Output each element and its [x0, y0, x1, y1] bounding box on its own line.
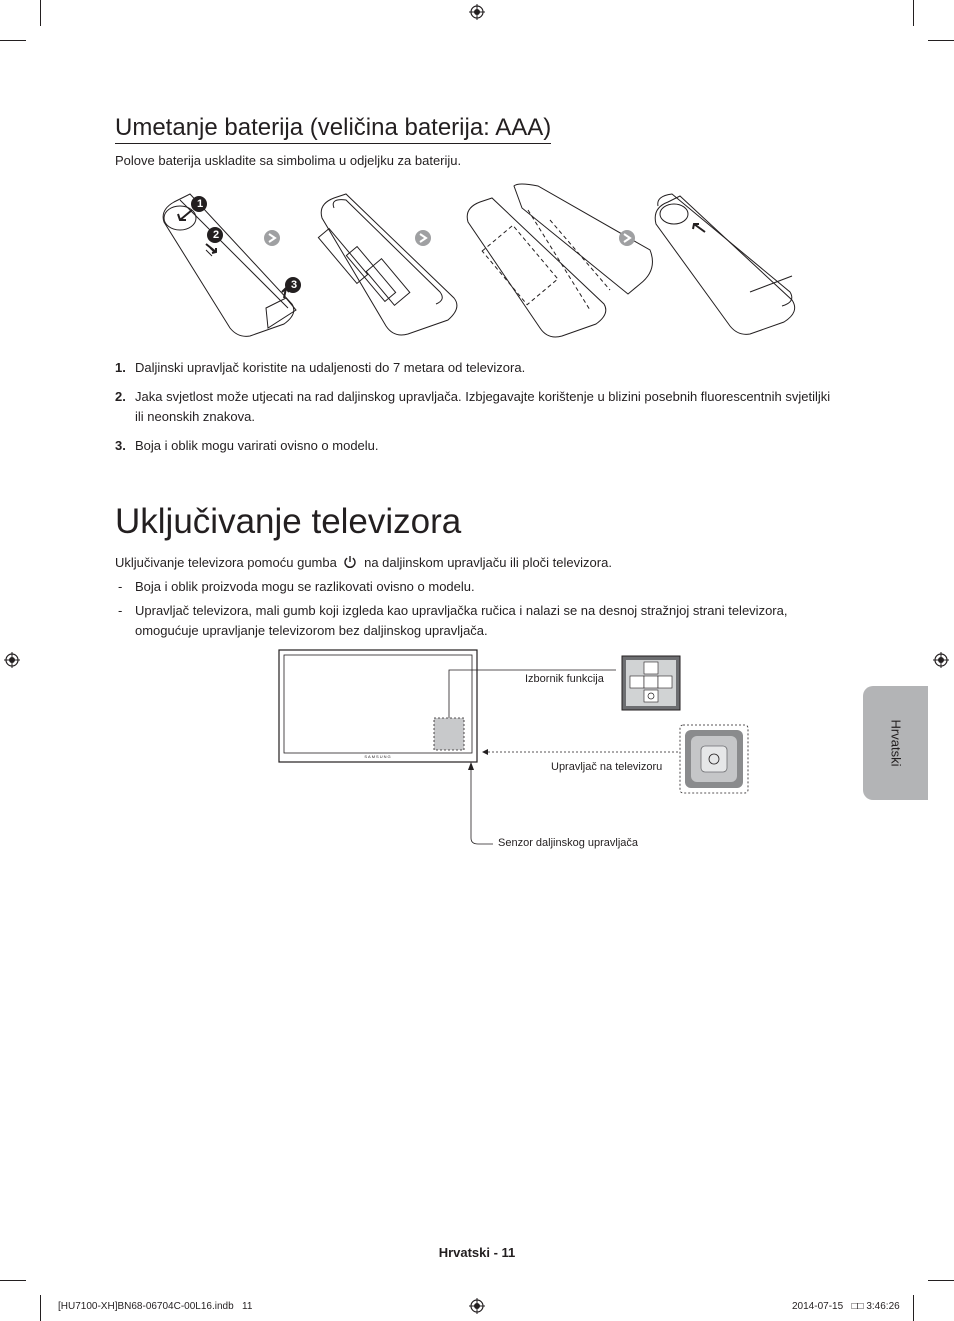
crop-mark — [40, 0, 41, 26]
crop-mark — [928, 1280, 954, 1281]
crop-mark — [928, 40, 954, 41]
registration-mark-icon — [469, 4, 485, 20]
power-intro-after: na daljinskom upravljaču ili ploči televizora. — [364, 555, 612, 570]
remote-step-close — [467, 184, 652, 337]
tv-joystick-icon — [680, 725, 748, 793]
bullet-dash: - — [118, 603, 123, 618]
tv-controller-location — [434, 718, 464, 750]
crop-mark — [913, 0, 914, 26]
tv-controller-diagram — [278, 648, 753, 858]
power-intro-before: Uključivanje televizora pomoću gumba — [115, 555, 337, 570]
crop-mark — [40, 1295, 41, 1321]
step-badge-1: 1 — [196, 198, 204, 210]
registration-mark-icon — [933, 652, 949, 668]
note-number: 1. — [115, 360, 126, 375]
power-intro — [115, 553, 612, 573]
language-side-tab — [863, 686, 928, 800]
note-number: 2. — [115, 389, 126, 404]
note-text: Boja i oblik mogu varirati ovisno o modelu. — [135, 438, 379, 453]
remote-step-done — [655, 194, 794, 334]
power-icon — [343, 555, 357, 569]
crop-mark — [913, 1295, 914, 1321]
footer-file-name: [HU7100-XH]BN68-06704C-00L16.indb 11 — [58, 1301, 253, 1312]
label-tv-controller: Upravljač na televizoru — [551, 761, 663, 773]
crop-mark — [0, 40, 26, 41]
label-remote-sensor: Senzor daljinskog upravljača — [498, 837, 639, 849]
function-menu-icon — [622, 656, 680, 710]
crop-mark — [0, 1280, 26, 1281]
language-side-tab-label: Hrvatski — [888, 719, 903, 767]
tv-brand-logo: SAMSUNG — [364, 754, 392, 759]
next-arrow-icon — [415, 230, 431, 246]
remote-step-insert — [318, 194, 457, 335]
step-badge-2: 2 — [212, 229, 220, 241]
note-number: 3. — [115, 438, 126, 453]
next-arrow-icon — [619, 230, 635, 246]
section-title-batteries: Umetanje baterija (veličina baterija: AAA) — [115, 113, 551, 144]
note-text: Jaka svjetlost može utjecati na rad daljinskog upravljača. Izbjegavajte korištenje u blizini posebnih fluorescentnih svjetiljki ili neonskih znakova. — [135, 389, 831, 424]
next-arrow-icon — [264, 230, 280, 246]
bullet-text: Boja i oblik proizvoda mogu se razlikovati ovisno o modelu. — [135, 579, 475, 594]
remote-step-open — [163, 194, 296, 336]
note-text: Daljinski upravljač koristite na udaljenosti do 7 metara od televizora. — [135, 360, 526, 375]
bullet-text: Upravljač televizora, mali gumb koji izgleda kao upravljačka ručica i nalazi se na desnoj stražnjoj strani televizora, omogućuje upravljanje televizorom bez daljinskog upravljača. — [135, 603, 788, 638]
footer-timestamp: 2014-07-15 □□ 3:46:26 — [792, 1301, 900, 1312]
registration-mark-icon — [4, 652, 20, 668]
step-badge-3: 3 — [290, 279, 298, 291]
label-function-menu: Izbornik funkcija — [525, 673, 604, 685]
page-number: Hrvatski - 11 — [438, 1245, 516, 1260]
battery-insertion-illustration — [150, 180, 800, 340]
battery-intro: Polove baterija uskladite sa simbolima u odjeljku za bateriju. — [115, 153, 462, 168]
bullet-dash: - — [118, 579, 123, 594]
section-title-power-on: Uključivanje televizora — [115, 502, 462, 541]
registration-mark-icon — [469, 1298, 485, 1314]
